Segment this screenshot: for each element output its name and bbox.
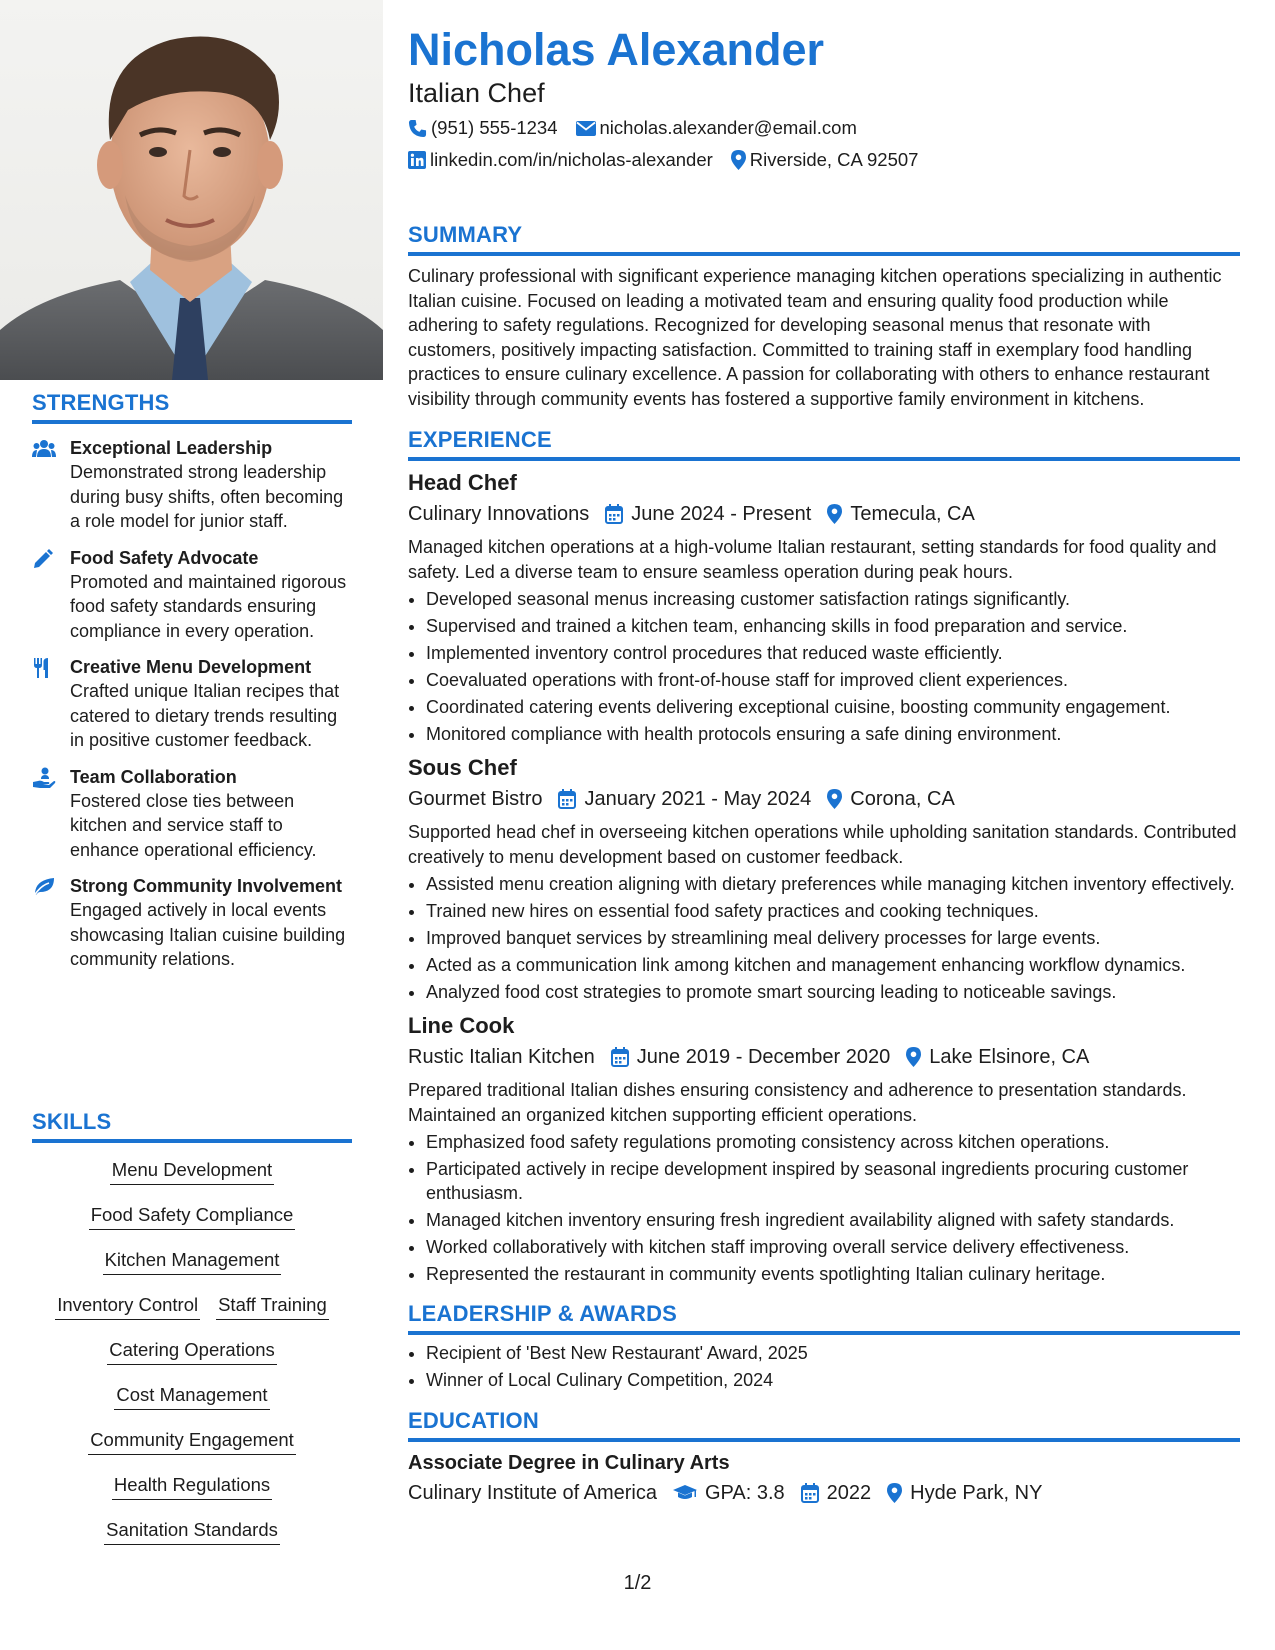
strength-item	[32, 655, 352, 753]
skills-list	[32, 1157, 352, 1562]
education-section	[408, 1408, 1240, 1508]
portrait-image	[0, 0, 383, 380]
strength-title: Team Collaboration	[70, 766, 237, 787]
phone-text: (951) 555-1234	[431, 117, 558, 138]
linkedin-text: linkedin.com/in/nicholas-alexander	[430, 149, 713, 170]
main-content	[408, 0, 1240, 1508]
job-description: Prepared traditional Italian dishes ensuring consistency and adherence to presentation standards. Maintained an organized kitchen supporting efficient operations.	[408, 1080, 1187, 1125]
skill-tag: Catering Operations	[107, 1337, 277, 1365]
summary-text: Culinary professional with significant experience managing kitchen operations specializing in authentic Italian cuisine. Focused on leading a motivated team and ensuring quality food production while adhering to safety regulations. Recognized for developing seasonal menus that resonate with customers, positively impacting satisfaction. Committed to training staff in exemplary food handling practices to ensure culinary excellence. A passion for collaborating with others to enhance restaurant visibility through community events has fostered a supportive family environment in kitchens.	[408, 266, 1222, 409]
job-bullet: • Managed kitchen inventory ensuring fresh ingredient availability aligned with safety standards.	[426, 1208, 1240, 1233]
job-bullet: • Analyzed food cost strategies to promote smart sourcing leading to noticeable savings.	[426, 980, 1240, 1005]
job-bullet: • Coevaluated operations with front-of-house staff for improved client experiences.	[426, 668, 1240, 693]
awards-title: LEADERSHIP & AWARDS	[408, 1301, 1240, 1335]
map-pin-icon	[887, 1483, 902, 1503]
job-entry	[408, 1012, 1240, 1287]
gpa: GPA: 3.8	[705, 1482, 785, 1504]
job-bullet: • Participated actively in recipe development inspired by seasonal ingredients procuring customer enthusiasm.	[426, 1157, 1240, 1206]
job-dates: June 2019 - December 2020	[636, 1046, 891, 1068]
job-bullet: • Supervised and trained a kitchen team, enhancing skills in food preparation and service.	[426, 614, 1240, 639]
job-bullets	[408, 1130, 1240, 1287]
users-icon	[32, 436, 70, 534]
job-entry	[408, 754, 1240, 1004]
map-pin-icon	[827, 789, 842, 809]
envelope-icon	[576, 121, 596, 136]
job-bullets	[408, 587, 1240, 747]
job-meta	[408, 499, 1240, 529]
profile-photo	[0, 0, 383, 380]
strength-title: Creative Menu Development	[70, 657, 312, 677]
job-description: Supported head chef in overseeing kitchen operations while upholding sanitation standards. Contributed creatively to menu development based on customer feedback.	[408, 822, 1237, 867]
utensils-icon	[32, 655, 70, 753]
linkedin-icon	[408, 151, 426, 169]
job-meta	[408, 1042, 1240, 1072]
job-title: Sous Chef	[408, 755, 517, 780]
skill-tag: Kitchen Management	[103, 1247, 282, 1275]
job-location: Temecula, CA	[850, 503, 975, 525]
skill-tag: Menu Development	[110, 1157, 274, 1185]
strength-item	[32, 765, 352, 863]
award-item: • Winner of Local Culinary Competition, 2024	[426, 1368, 1240, 1393]
hand-holding-person-icon	[32, 765, 70, 863]
skill-tag: Community Engagement	[88, 1427, 296, 1455]
email-contact[interactable]	[576, 117, 857, 139]
strengths-title: STRENGTHS	[32, 390, 352, 424]
pencil-icon	[32, 546, 70, 644]
summary-title: SUMMARY	[408, 222, 1240, 256]
phone-contact[interactable]	[408, 117, 558, 139]
job-company: Rustic Italian Kitchen	[408, 1046, 595, 1068]
education-meta	[408, 1478, 1240, 1508]
candidate-role: Italian Chef	[408, 78, 545, 108]
job-entry	[408, 469, 1240, 746]
job-title: Head Chef	[408, 470, 517, 495]
graduation-cap-icon	[673, 1484, 697, 1502]
skill-tag: Inventory Control	[55, 1292, 200, 1320]
school-name: Culinary Institute of America	[408, 1482, 657, 1504]
job-company: Culinary Innovations	[408, 503, 590, 525]
education-title: EDUCATION	[408, 1408, 1240, 1442]
contact-row	[408, 144, 1240, 176]
job-bullet: • Monitored compliance with health protocols ensuring a safe dining environment.	[426, 722, 1240, 747]
calendar-icon	[611, 1047, 629, 1067]
skill-tag: Staff Training	[216, 1292, 329, 1320]
job-bullet: • Assisted menu creation aligning with dietary preferences while managing kitchen inventory effectively.	[426, 872, 1240, 897]
strength-desc: Fostered close ties between kitchen and service staff to enhance operational efficiency.	[70, 790, 317, 860]
calendar-icon	[605, 504, 623, 524]
strength-desc: Demonstrated strong leadership during busy shifts, often becoming a role model for junior staff.	[70, 462, 344, 531]
job-bullet: • Developed seasonal menus increasing customer satisfaction ratings significantly.	[426, 587, 1240, 612]
sidebar	[0, 0, 383, 1650]
job-bullet: • Trained new hires on essential food safety practices and cooking techniques.	[426, 899, 1240, 924]
map-pin-icon	[906, 1047, 921, 1067]
degree-title: Associate Degree in Culinary Arts	[408, 1452, 730, 1474]
phone-icon	[408, 119, 427, 138]
strength-title: Strong Community Involvement	[70, 876, 343, 896]
skill-tag: Cost Management	[114, 1382, 269, 1410]
job-bullet: • Worked collaboratively with kitchen staff improving overall service delivery effectiveness.	[426, 1235, 1240, 1260]
job-bullets	[408, 872, 1240, 1005]
strengths-section	[32, 390, 352, 972]
skill-tag: Health Regulations	[112, 1472, 272, 1500]
job-description: Managed kitchen operations at a high-volume Italian restaurant, setting standards for food quality and safety. Led a diverse team to ensure seamless operation during peak hours.	[408, 537, 1217, 582]
award-item: • Recipient of 'Best New Restaurant' Award, 2025	[426, 1341, 1240, 1366]
skills-section	[32, 1109, 352, 1562]
job-bullet: • Improved banquet services by streamlining meal delivery processes for large events.	[426, 926, 1240, 951]
linkedin-contact[interactable]	[408, 149, 713, 171]
skill-tag: Food Safety Compliance	[89, 1202, 296, 1230]
strength-item	[32, 874, 352, 972]
candidate-name: Nicholas Alexander	[408, 24, 824, 75]
awards-list	[408, 1341, 1240, 1393]
location-contact	[731, 149, 919, 171]
strength-title: Food Safety Advocate	[70, 547, 259, 568]
skill-tag: Sanitation Standards	[104, 1517, 280, 1545]
graduation-year: 2022	[826, 1482, 872, 1504]
strength-desc: Crafted unique Italian recipes that catered to dietary trends resulting in positive customer feedback.	[70, 681, 340, 750]
job-meta	[408, 784, 1240, 814]
job-dates: January 2021 - May 2024	[584, 788, 812, 810]
job-bullet: • Implemented inventory control procedures that reduced waste efficiently.	[426, 641, 1240, 666]
job-bullet: • Coordinated catering events delivering exceptional cuisine, boosting community engagement.	[426, 695, 1240, 720]
awards-section	[408, 1301, 1240, 1393]
calendar-icon	[801, 1483, 819, 1503]
email-text: nicholas.alexander@email.com	[599, 117, 857, 138]
skills-title: SKILLS	[32, 1109, 352, 1143]
job-location: Corona, CA	[850, 788, 955, 810]
job-title: Line Cook	[408, 1013, 515, 1038]
strength-title: Exceptional Leadership	[70, 438, 273, 458]
job-bullet: • Acted as a communication link among kitchen and management enhancing workflow dynamics.	[426, 953, 1240, 978]
calendar-icon	[558, 789, 576, 809]
experience-section	[408, 427, 1240, 1287]
experience-title: EXPERIENCE	[408, 427, 1240, 461]
location-text: Riverside, CA 92507	[749, 149, 919, 170]
strength-item	[32, 436, 352, 534]
strength-desc: Promoted and maintained rigorous food safety standards ensuring compliance in every operation.	[70, 571, 347, 641]
job-bullet: • Emphasized food safety regulations promoting consistency across kitchen operations.	[426, 1130, 1240, 1155]
summary-section	[408, 222, 1240, 411]
map-pin-icon	[827, 504, 842, 524]
job-location: Lake Elsinore, CA	[929, 1046, 1090, 1068]
page-number: 1/2	[623, 1572, 652, 1594]
strength-item	[32, 546, 352, 644]
school-location: Hyde Park, NY	[910, 1482, 1043, 1504]
job-dates: June 2024 - Present	[631, 503, 812, 525]
contact-row	[408, 112, 1240, 144]
job-bullet: • Represented the restaurant in community events spotlighting Italian culinary heritage.	[426, 1262, 1240, 1287]
leaf-icon	[32, 874, 70, 972]
strength-desc: Engaged actively in local events showcasing Italian cuisine building community relations.	[70, 900, 346, 969]
map-pin-icon	[731, 150, 746, 170]
job-company: Gourmet Bistro	[408, 788, 543, 810]
